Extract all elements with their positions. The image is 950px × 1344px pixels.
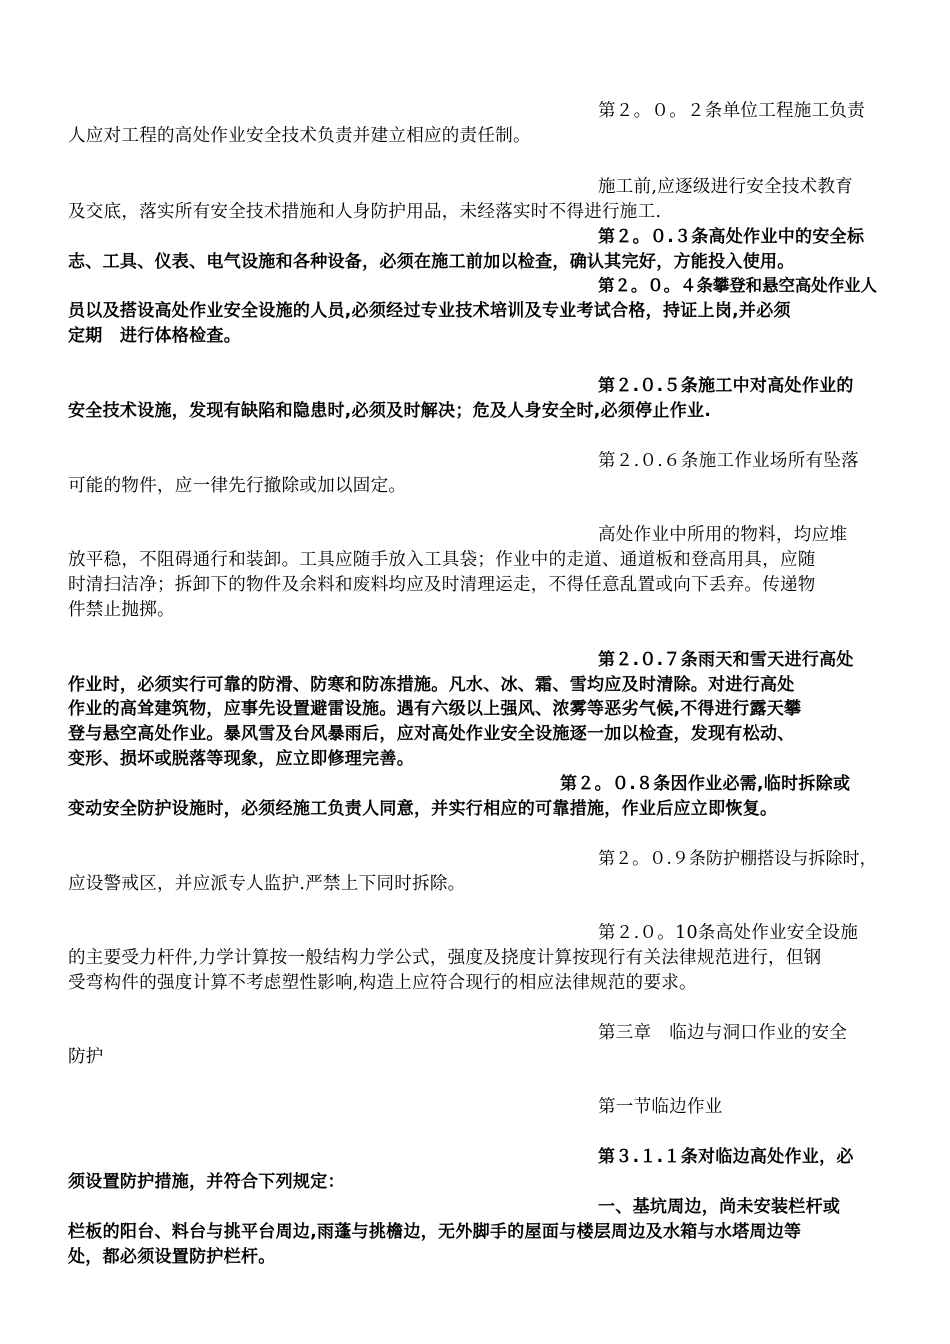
text-line: 高处作业中所用的物料，均应堆 [598, 525, 848, 545]
text-line: 第三章 临边与洞口作业的安全 [598, 1023, 848, 1043]
text-line: 须设置防护措施，并符合下列规定： [68, 1172, 345, 1192]
text-line: 可能的物件，应一律先行撤除或加以固定。 [68, 476, 407, 496]
text-line: 第２。０.９条防护棚搭设与拆除时， [598, 849, 877, 869]
text-line: 第２.０.５条施工中对高处作业的 [598, 376, 854, 396]
text-line: 第２.０。10条高处作业安全设施 [598, 923, 859, 943]
text-line: 安全技术设施，发现有缺陷和隐患时,必须及时解决；危及人身安全时,必须停止作业. [68, 401, 712, 421]
text-line: 志、工具、仪表、电气设施和各种设备，必须在施工前加以检查，确认其完好，方能投入使用。 [68, 252, 795, 272]
text-line: 登与悬空高处作业。暴风雪及台风暴雨后，应对高处作业安全设施逐一加以检查，发现有松动、 [68, 724, 795, 744]
text-line: 防护 [68, 1047, 104, 1067]
text-line: 受弯构件的强度计算不考虑塑性影响,构造上应符合现行的相应法律规范的要求。 [68, 973, 697, 993]
text-line: 变动安全防护设施时，必须经施工负责人同意，并实行相应的可靠措施，作业后应立即恢复。 [68, 799, 778, 819]
text-line: 第２。０.３条高处作业中的安全标 [598, 227, 865, 247]
text-line: 应设警戒区，并应派专人监护.严禁上下同时拆除。 [68, 874, 466, 894]
text-line: 第３.１.１条对临边高处作业，必 [598, 1147, 854, 1167]
text-line: 第２。０。２条单位工程施工负责 [598, 101, 865, 121]
text-line: 一、基坑周边，尚未安装栏杆或 [598, 1197, 841, 1217]
text-line: 放平稳，不阻碍通行和装卸。工具应随手放入工具袋；作业中的走道、通道板和登高用具，应随 [68, 550, 816, 570]
text-line: 员以及搭设高处作业安全设施的人员,必须经过专业技术培训及专业考试合格，持证上岗,并必须 [68, 301, 791, 321]
text-line: 第２.０.７条雨天和雪天进行高处 [598, 650, 854, 670]
text-line: 的主要受力杆件,力学计算按一般结构力学公式，强度及挠度计算按现行有关法律规范进行，但钢 [68, 948, 822, 968]
text-line: 作业的高耸建筑物，应事先设置避雷设施。遇有六级以上强风、浓雾等恶劣气候,不得进行露天攀 [68, 699, 802, 719]
text-line: 及交底，落实所有安全技术措施和人身防护用品，未经落实时不得进行施工. [68, 202, 662, 222]
text-line: 施工前,应逐级进行安全技术教育 [598, 177, 854, 197]
text-line: 栏板的阳台、料台与挑平台周边,雨蓬与挑檐边，无外脚手的屋面与楼层周边及水箱与水塔周边等 [68, 1222, 802, 1242]
text-line: 第２。０。４条攀登和悬空高处作业人 [598, 276, 877, 295]
text-line: 第一节临边作业 [598, 1097, 723, 1117]
text-line: 定期 进行体格检查。 [68, 326, 241, 346]
text-line: 处，都必须设置防护栏杆。 [68, 1247, 276, 1267]
text-line: 变形、损坏或脱落等现象，应立即修理完善。 [68, 749, 414, 769]
text-line: 作业时，必须实行可靠的防滑、防寒和防冻措施。凡水、冰、霜、雪均应及时清除。对进行高处 [68, 675, 795, 695]
text-line: 时清扫洁净；拆卸下的物件及余料和废料均应及时清理运走，不得任意乱置或向下丢弃。传递物 [68, 575, 816, 595]
text-line: 件禁止抛掷。 [68, 600, 175, 620]
text-line: 第２。０.８条因作业必需,临时拆除或 [560, 774, 851, 794]
text-line: 人应对工程的高处作业安全技术负责并建立相应的责任制。 [68, 126, 531, 146]
text-line: 第２.０.６条施工作业场所有坠落 [598, 451, 859, 471]
